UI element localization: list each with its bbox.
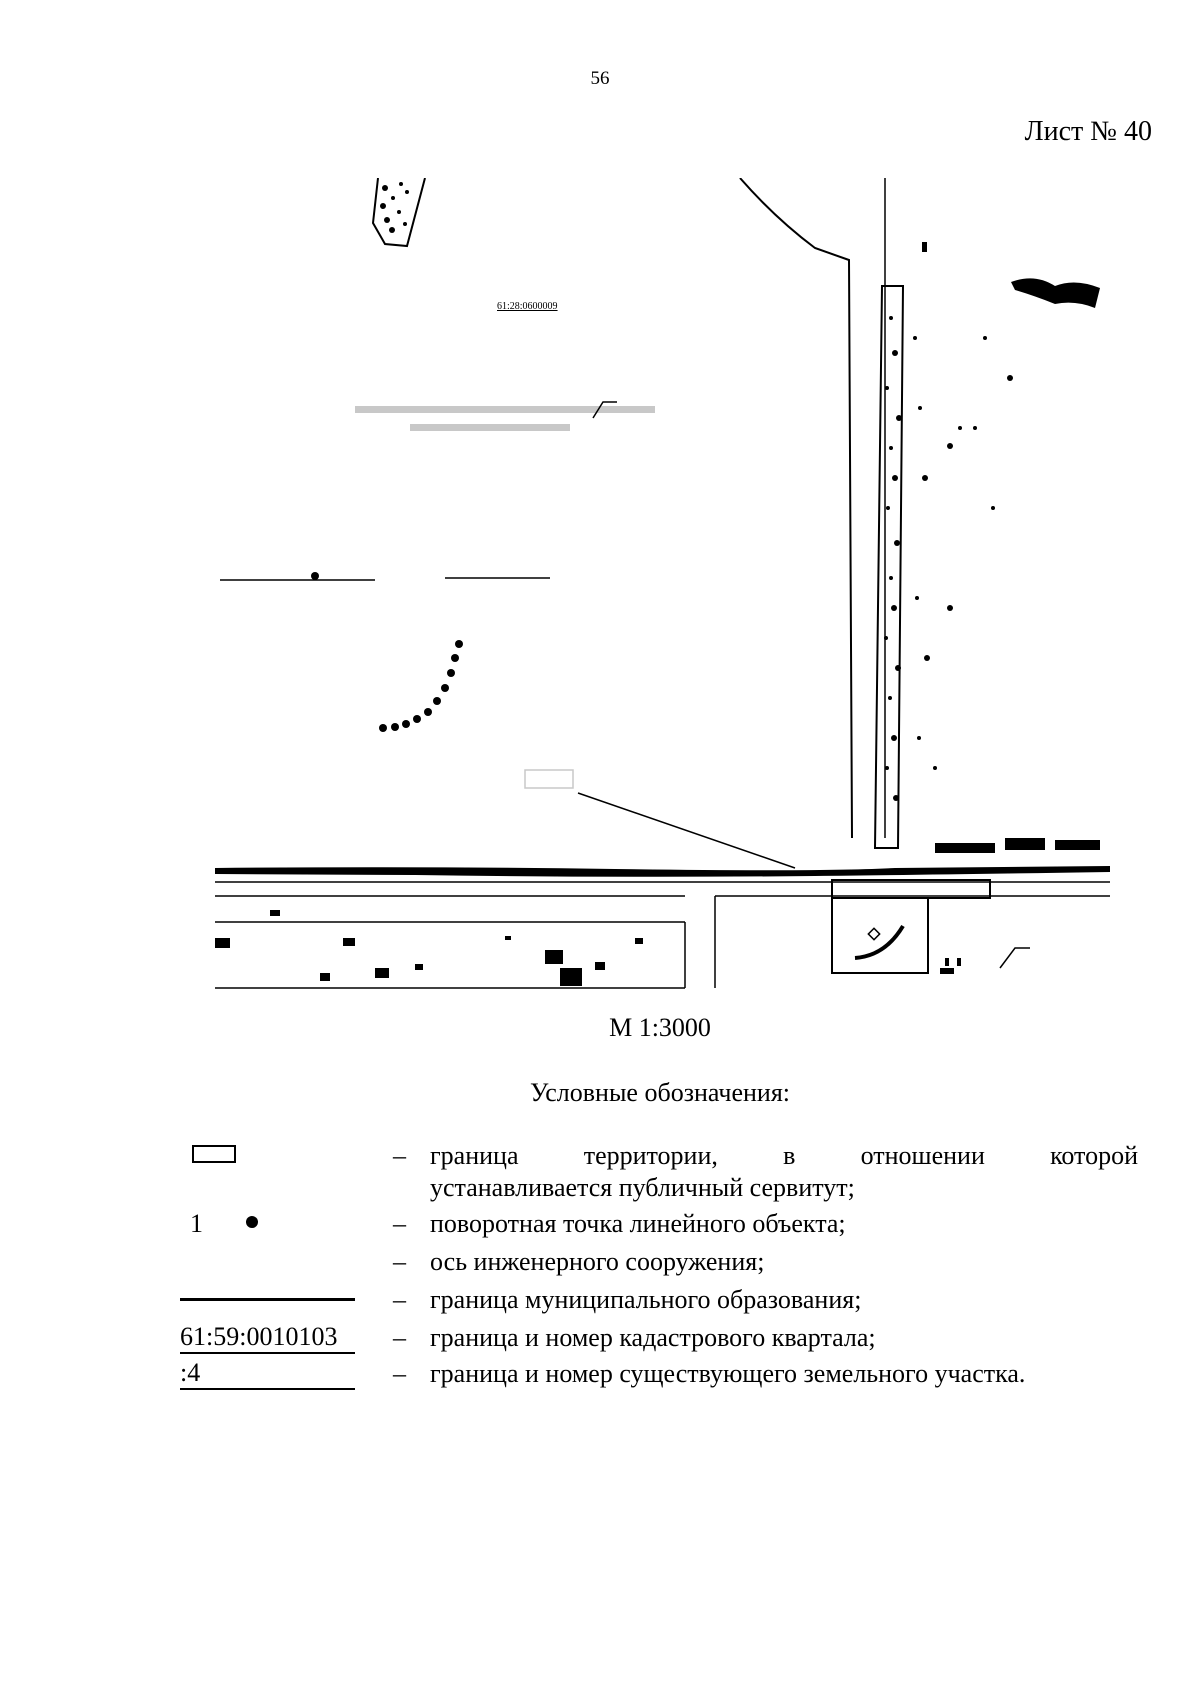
cadastral-code: 61:59:0010103 [180,1322,355,1354]
vegetation-patch-top-left [373,178,425,246]
boundary-line-north [740,178,852,838]
faint-map-text [355,406,655,431]
legend-symbol-cadastral [180,1322,355,1354]
legend-row-cadastral-quarter [180,1322,1140,1354]
parcel-leader-line [1000,948,1030,968]
legend-text: граница муниципального образования; [430,1285,862,1314]
vegetation-patch-top-right [922,242,1100,510]
legend-symbol-rectangle [180,1140,355,1172]
legend-text: граница и номер существующего земельного участка. [430,1359,1026,1388]
legend-dash: – [393,1323,406,1352]
map-view [215,178,1110,1013]
legend-dash: – [393,1359,406,1388]
road-horizontal [215,866,1110,988]
legend-text: поворотная точка линейного объекта; [430,1209,846,1238]
map-drawing [215,178,1110,1013]
line-icon [180,1298,355,1301]
legend-row-land-parcel [180,1358,1140,1390]
legend-row-turning-point [180,1208,1140,1240]
legend-row-municipal-boundary [180,1284,1140,1316]
legend-row-servitude-boundary [180,1140,1140,1204]
sheet-label: Лист № 40 [1024,116,1152,147]
faint-label-box [525,770,573,788]
label-leader-line [578,793,795,868]
legend-title: Условные обозначения: [529,1078,791,1107]
legend-dash: – [393,1285,406,1314]
legend-symbol-parcel [180,1358,355,1390]
servitude-boundary-intersection [832,880,990,973]
legend-text: ось инженерного сооружения; [430,1247,765,1276]
legend-symbol-point [180,1208,355,1240]
road-side-blotches [215,838,1100,986]
point-dot-icon [246,1216,258,1228]
servitude-boundary-vertical [875,286,903,848]
cadastral-quarter-label: 61:28:0600009 [497,301,558,312]
page-number: 56 [590,68,610,89]
vegetation-corridor [884,316,962,801]
legend-dash: – [393,1209,406,1238]
legend-dash: – [393,1247,406,1276]
legend-text: граница и номер кадастрового квартала; [430,1323,876,1352]
municipal-boundary [220,572,550,580]
legend-symbol-line [180,1284,355,1316]
point-number: 1 [190,1209,203,1238]
parcel-code: :4 [180,1358,355,1390]
legend-row-structure-axis [180,1246,1140,1278]
rectangle-icon [192,1145,236,1163]
legend-text: граница территории, в отношении которой [430,1141,1138,1170]
map-scale: М 1:3000 [609,1013,711,1042]
legend-text: устанавливается публичный сервитут; [430,1173,855,1202]
turning-points-arc [379,640,463,732]
legend-dash: – [393,1141,406,1170]
